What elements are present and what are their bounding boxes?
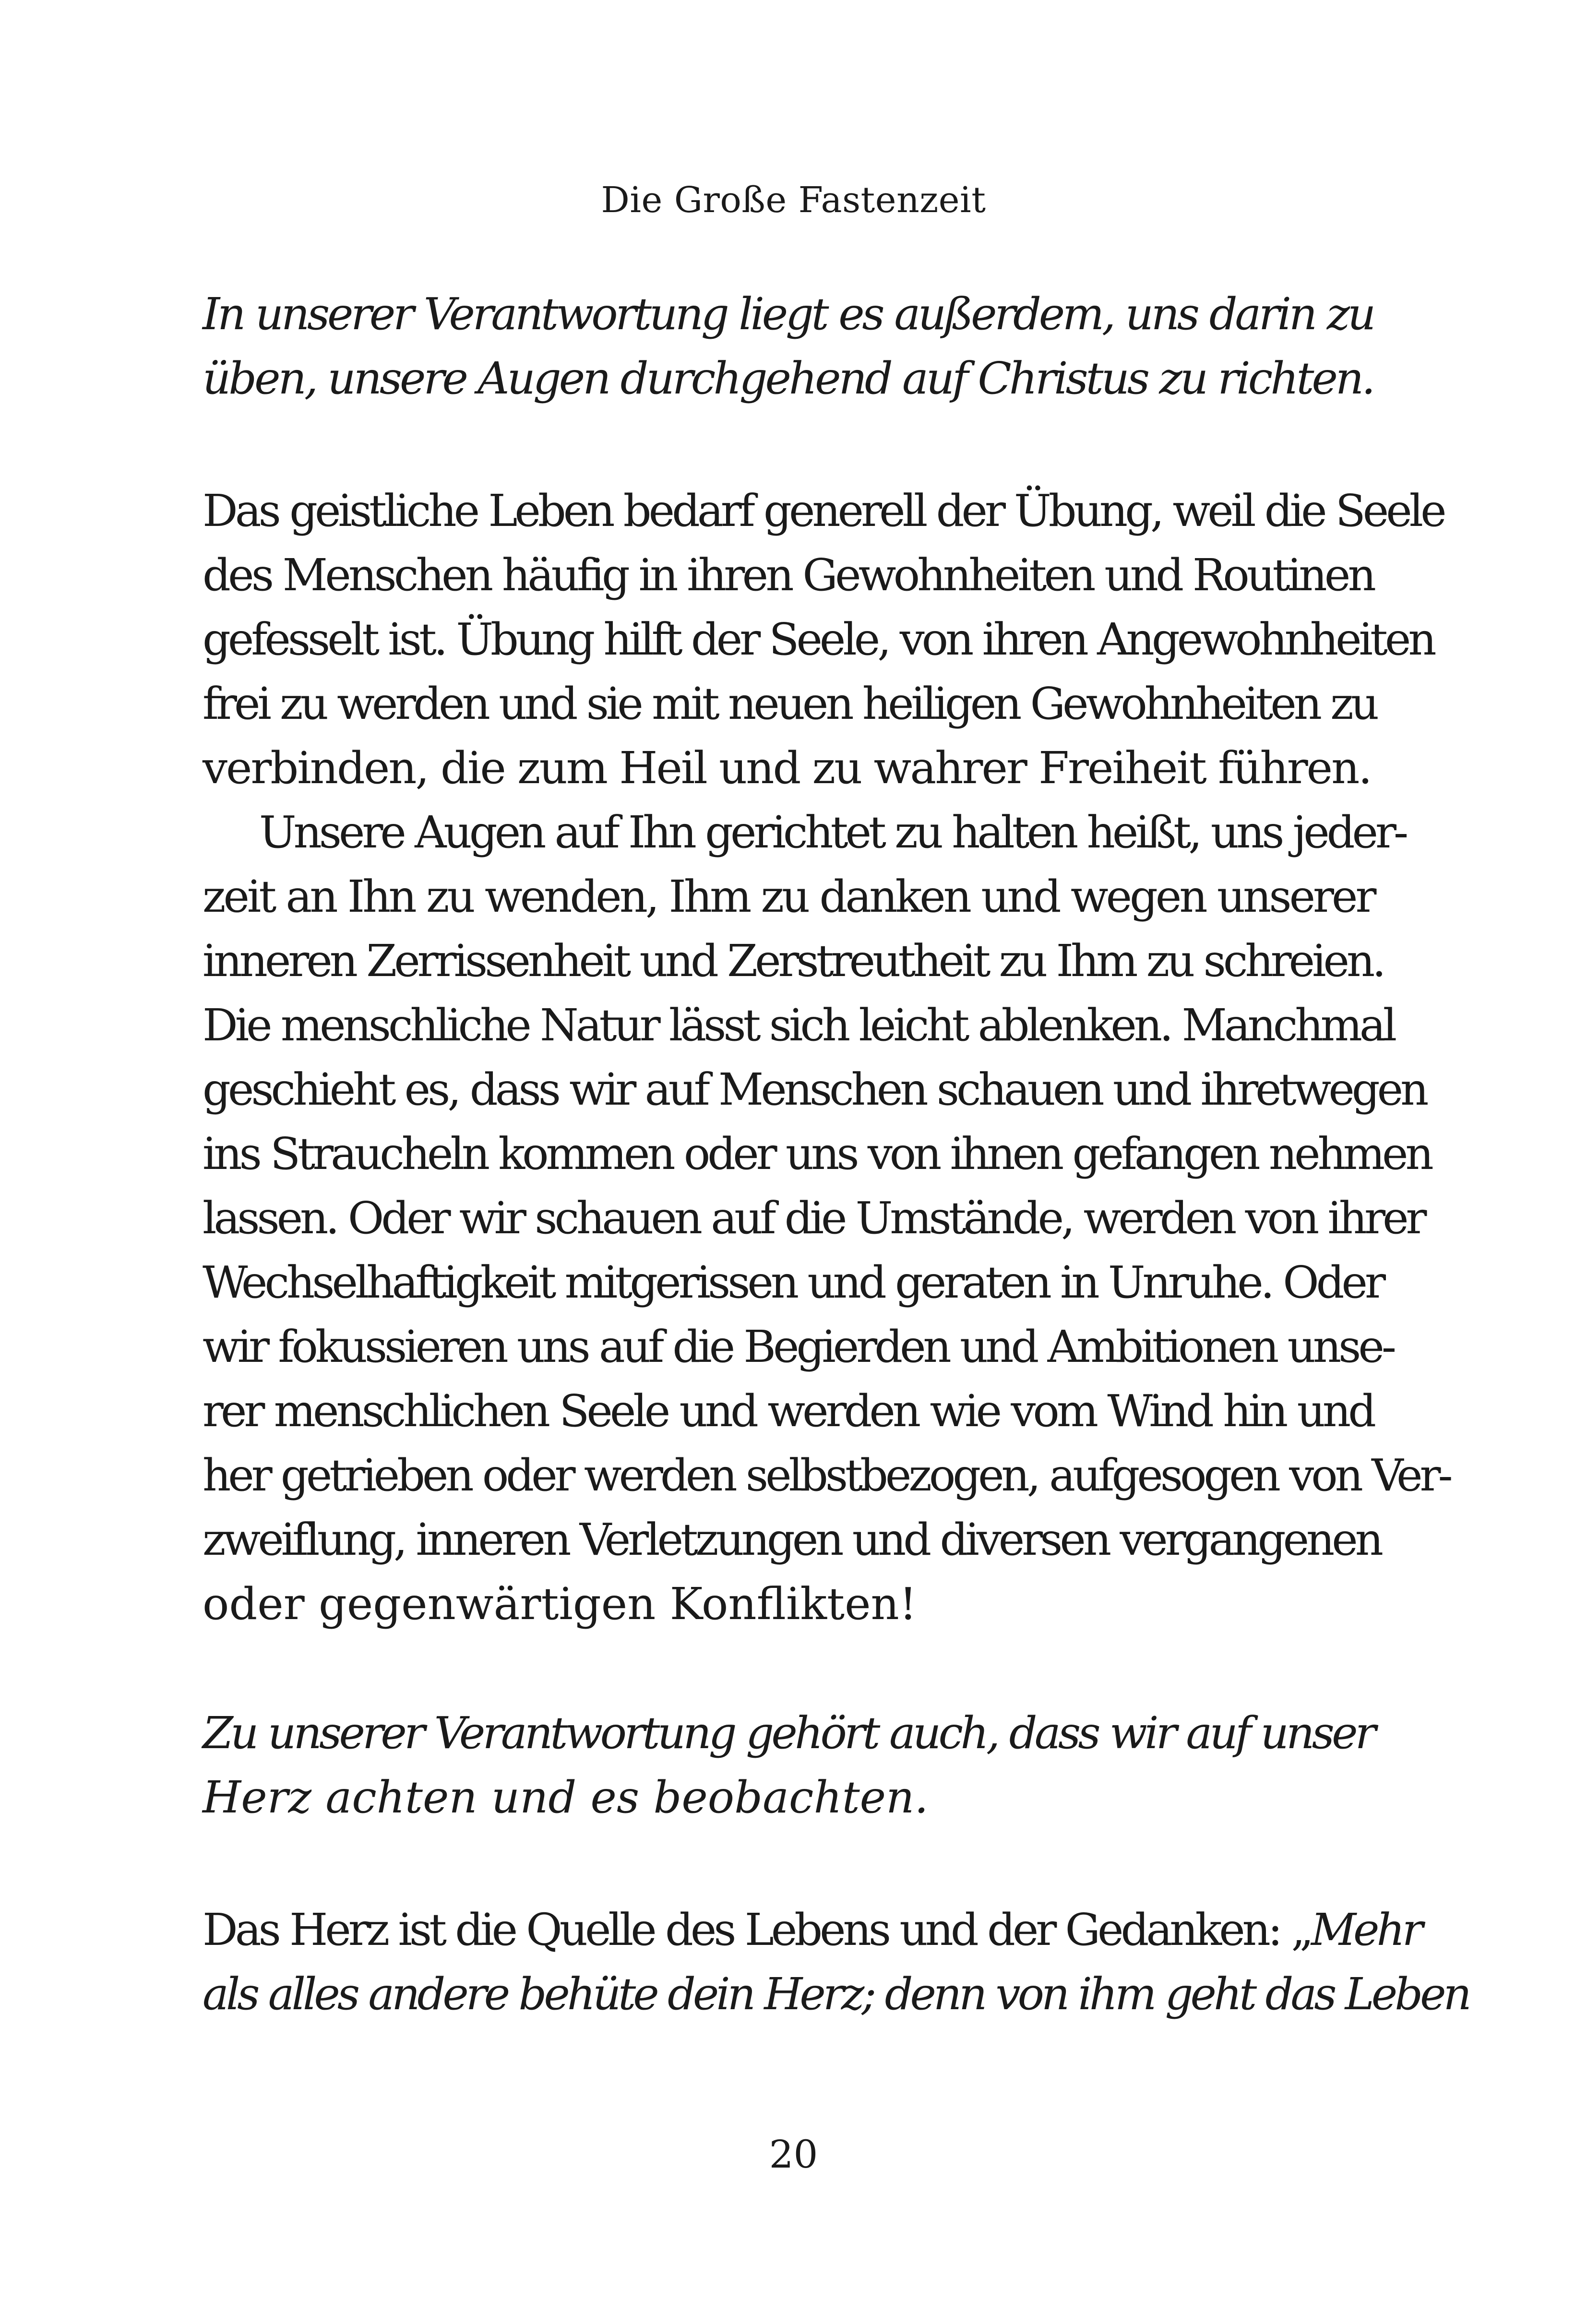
text-line: üben, unsere Augen durchgehend auf Christus zu richten.: [203, 353, 1373, 404]
text-line: In unserer Verantwortung liegt es außerdem, uns darin zu: [203, 288, 1373, 340]
paragraph-2: [203, 479, 1444, 800]
text-line: zeit an Ihn zu wenden, Ihm zu danken und wegen unserer: [203, 871, 1374, 922]
text-line: ins Straucheln kommen oder uns von ihnen gefangen nehmen: [203, 1128, 1431, 1180]
text-line: Herz achten und es beobachten.: [203, 1772, 929, 1823]
paragraph-italic-1: [203, 282, 1373, 411]
paragraph-3: [203, 800, 1450, 1636]
text-line: Zu unserer Verantwortung gehört auch, dass wir auf unser: [203, 1707, 1373, 1759]
text-line: rer menschlichen Seele und werden wie vom Wind hin und: [203, 1385, 1373, 1437]
page-number: 20: [769, 2132, 818, 2177]
quote-italic: Mehr: [1311, 1904, 1420, 1955]
text-line: verbinden, die zum Heil und zu wahrer Freiheit führen.: [203, 742, 1371, 794]
text-line: geschieht es, dass wir auf Menschen schauen und ihretwegen: [203, 1064, 1426, 1115]
text-line: her getrieben oder werden selbstbezogen, aufgesogen von Ver-: [203, 1450, 1450, 1501]
text-line: zweiflung, inneren Verletzungen und diversen vergangenen: [203, 1514, 1381, 1565]
text-line: wir fokussieren uns auf die Begierden und Ambitionen unse-: [203, 1321, 1394, 1372]
text-line: Das geistliche Leben bedarf generell der Übung, weil die Seele: [203, 485, 1444, 536]
text-line: Die menschliche Natur lässt sich leicht ablenken. Manchmal: [203, 1000, 1395, 1051]
paragraph-italic-2: [203, 1701, 1373, 1830]
text-line: Wechselhaftigkeit mitgerissen und geraten in Unruhe. Oder: [203, 1257, 1383, 1308]
text-roman: Das Herz ist die Quelle des Lebens und der Gedanken: „: [203, 1904, 1311, 1955]
text-line: [203, 1898, 1420, 1962]
text-line: gefesselt ist. Übung hilft der Seele, von ihren Angewohnheiten: [203, 614, 1434, 665]
text-line: frei zu werden und sie mit neuen heiligen Gewohnheiten zu: [203, 678, 1376, 729]
running-head: Die Große Fastenzeit: [601, 179, 986, 221]
paragraph-5: [203, 1898, 1469, 2026]
text-line: lassen. Oder wir schauen auf die Umstände, werden von ihrer: [203, 1192, 1424, 1244]
text-line: Unsere Augen auf Ihn gerichtet zu halten heißt, uns jeder-: [259, 807, 1406, 858]
text-line: inneren Zerrissenheit und Zerstreutheit zu Ihm zu schreien.: [203, 935, 1384, 987]
text-line: oder gegenwärtigen Konflikten!: [203, 1578, 917, 1630]
text-line: des Menschen häufig in ihren Gewohnheiten und Routinen: [203, 549, 1374, 601]
quote-italic-line: als alles andere behüte dein Herz; denn von ihm geht das Leben: [203, 1968, 1469, 2020]
